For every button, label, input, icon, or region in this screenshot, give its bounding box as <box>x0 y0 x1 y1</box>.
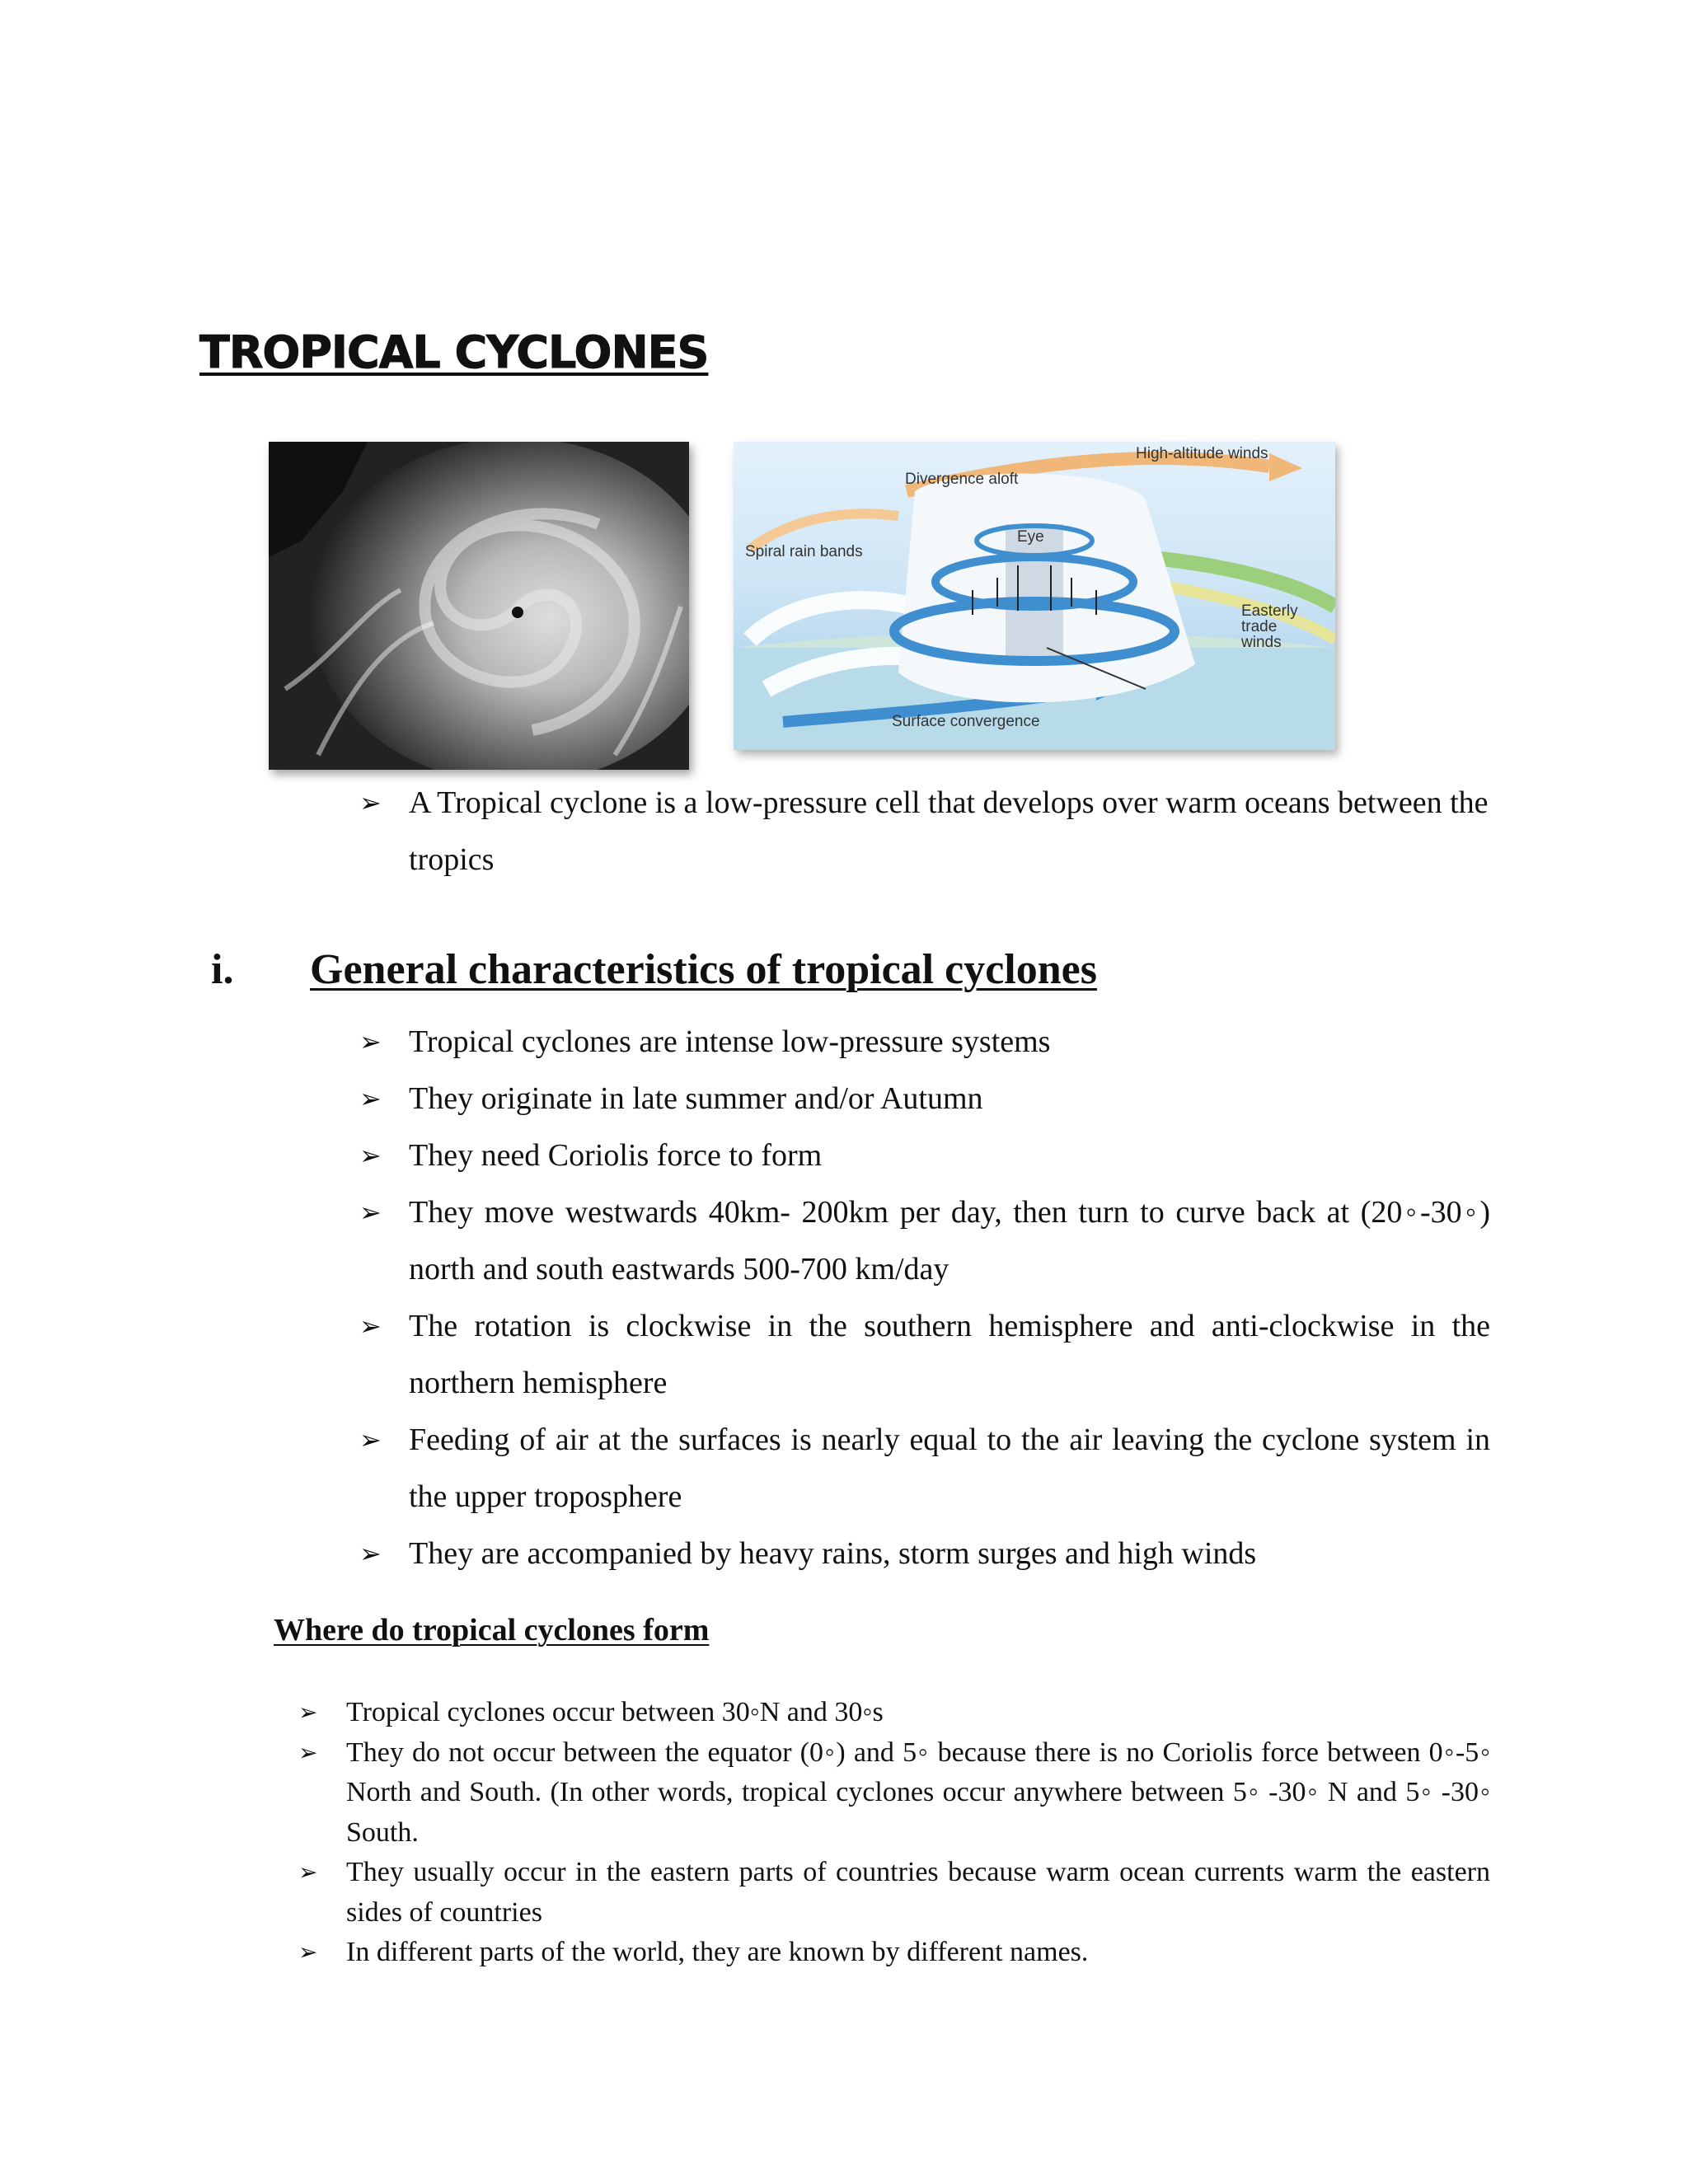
bullet-arrow-icon: ➢ <box>298 1858 318 1886</box>
list-item: ➢ The rotation is clockwise in the southern hemisphere and anti-clockwise in the northern hemisphere <box>409 1298 1490 1412</box>
label-surface-convergence: Surface convergence <box>892 713 1040 730</box>
cyclone-satellite-graphic <box>269 442 689 770</box>
label-eye: Eye <box>1017 528 1044 546</box>
list-item: ➢ They need Coriolis force to form <box>409 1127 1490 1184</box>
bullet-arrow-icon: ➢ <box>298 1938 318 1966</box>
bullet-arrow-icon: ➢ <box>359 1538 382 1569</box>
where-list <box>298 1693 1490 1973</box>
label-divergence-aloft: Divergence aloft <box>905 471 1019 488</box>
bullet-arrow-icon: ➢ <box>298 1738 318 1766</box>
list-item: ➢ They are accompanied by heavy rains, storm surges and high winds <box>409 1526 1490 1582</box>
list-item: ➢ They move westwards 40km- 200km per day, then turn to curve back at (20◦-30◦) north and south eastwards 500-700 km/day <box>409 1184 1490 1298</box>
cyclone-structure-diagram <box>734 442 1335 750</box>
list-item: ➢ They usually occur in the eastern parts of countries because warm ocean currents warm the eastern sides of countries <box>346 1853 1490 1933</box>
bullet-arrow-icon: ➢ <box>359 1197 382 1228</box>
section-heading-text: General characteristics of tropical cyclones <box>310 946 1097 993</box>
list-item: ➢ They do not occur between the equator (0◦) and 5◦ because there is no Coriolis force between 0◦-5◦ North and South. (In other words, tropical cyclones occur anywhere between 5◦ -30◦ N and 5◦ -30◦ South. <box>346 1733 1490 1854</box>
list-item: ➢ Tropical cyclones are intense low-pressure systems <box>409 1014 1490 1071</box>
list-item: ➢ They originate in late summer and/or Autumn <box>409 1071 1490 1127</box>
bullet-arrow-icon: ➢ <box>359 1140 382 1171</box>
label-high-altitude-winds: High-altitude winds <box>1136 445 1268 462</box>
list-item: ➢ A Tropical cyclone is a low-pressure cell that develops over warm oceans between the tropics <box>409 775 1490 888</box>
list-item: ➢ In different parts of the world, they are known by different names. <box>346 1933 1490 1973</box>
label-spiral-rain-bands: Spiral rain bands <box>745 543 863 560</box>
bullet-arrow-icon: ➢ <box>359 1083 382 1114</box>
diagram-graphic <box>734 442 1335 750</box>
intro-bullet-list <box>359 775 1490 888</box>
bullet-arrow-icon: ➢ <box>359 1026 382 1057</box>
characteristics-list <box>359 1014 1490 1582</box>
list-item: ➢ Feeding of air at the surfaces is nearly equal to the air leaving the cyclone system in the upper troposphere <box>409 1412 1490 1526</box>
section-number: i. <box>211 946 234 993</box>
label-easterly-trade-winds: Easterly trade winds <box>1241 602 1298 651</box>
where-heading: Where do tropical cyclones form <box>274 1613 710 1647</box>
satellite-image <box>269 442 689 770</box>
bullet-arrow-icon: ➢ <box>359 1310 382 1342</box>
page-title: TROPICAL CYCLONES <box>199 326 709 378</box>
bullet-arrow-icon: ➢ <box>359 1424 382 1455</box>
list-item: ➢ Tropical cyclones occur between 30◦N and 30◦s <box>346 1693 1490 1733</box>
section-heading <box>211 941 1097 999</box>
bullet-arrow-icon: ➢ <box>298 1699 318 1726</box>
bullet-arrow-icon: ➢ <box>359 787 382 818</box>
